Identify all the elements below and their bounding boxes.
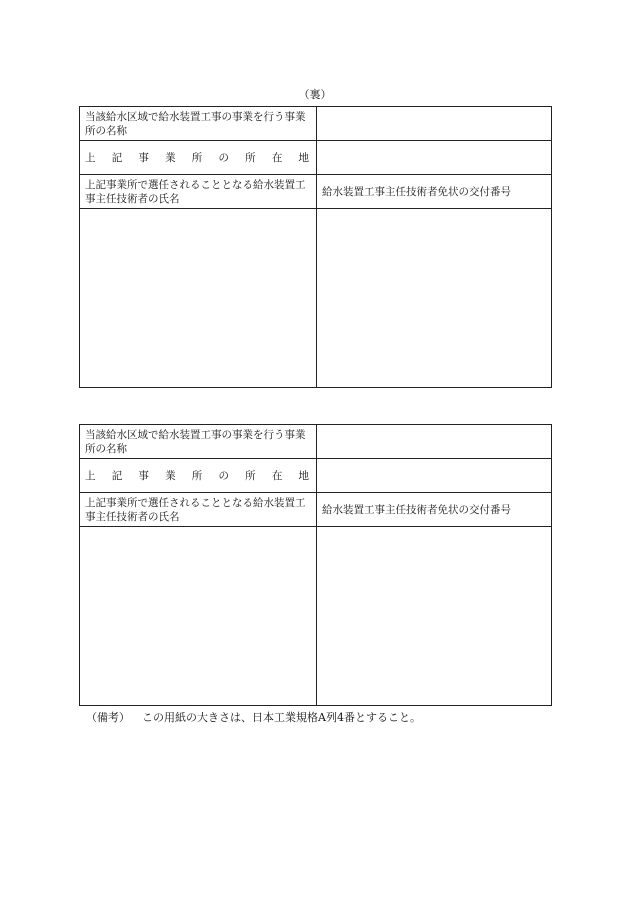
office-name-label: 当該給水区域で給水装置工事の事業を行う事業所の名称: [80, 425, 317, 459]
location-label-char: の: [218, 151, 229, 164]
license-number-field[interactable]: [317, 209, 552, 388]
table-row: [80, 141, 552, 175]
location-label-char: 事: [138, 469, 149, 482]
location-label-char: 事: [138, 151, 149, 164]
location-label-char: 在: [271, 151, 283, 164]
office-table-2: [79, 424, 552, 706]
table-row: [80, 459, 552, 493]
office-table-1: [79, 106, 552, 388]
table-row: [80, 209, 552, 388]
table-row: [80, 425, 552, 459]
remarks-heading: （備考）: [86, 711, 130, 724]
engineer-name-header: 上記事業所で選任されることとなる給水装置工事主任技術者の氏名: [80, 175, 317, 209]
location-label-char: 所: [245, 151, 256, 164]
location-label-char: の: [218, 469, 229, 482]
table-row: [80, 527, 552, 706]
location-label-char: 上: [85, 469, 96, 482]
location-label-char: 所: [245, 469, 256, 482]
location-label-char: 地: [298, 469, 309, 482]
location-label-char: 所: [191, 469, 203, 482]
engineer-name-header: 上記事業所で選任されることとなる給水装置工事主任技術者の氏名: [80, 493, 317, 527]
office-location-label: [80, 459, 317, 493]
office-name-label: 当該給水区域で給水装置工事の事業を行う事業所の名称: [80, 107, 317, 141]
license-number-header: 給水装置工事主任技術者免状の交付番号: [317, 493, 552, 527]
remarks-text: この用紙の大きさは、日本工業規格A列4番とすること。: [142, 711, 421, 724]
location-label-char: 上: [85, 151, 96, 164]
table-row: [80, 493, 552, 527]
location-label-char: 記: [111, 151, 123, 164]
page-side-label: （裏）: [298, 88, 332, 101]
location-label-char: 業: [165, 469, 176, 482]
license-number-header: 給水装置工事主任技術者免状の交付番号: [317, 175, 552, 209]
office-location-label: [80, 141, 317, 175]
location-label-char: 在: [271, 469, 283, 482]
table-row: [80, 175, 552, 209]
license-number-field[interactable]: [317, 527, 552, 706]
office-location-field[interactable]: [317, 459, 552, 493]
office-name-field[interactable]: [317, 425, 552, 459]
office-name-field[interactable]: [317, 107, 552, 141]
remarks-note: [86, 709, 421, 725]
engineer-name-field[interactable]: [80, 527, 317, 706]
location-label-char: 業: [165, 151, 176, 164]
office-location-field[interactable]: [317, 141, 552, 175]
location-label-char: 記: [111, 469, 123, 482]
engineer-name-field[interactable]: [80, 209, 317, 388]
table-row: [80, 107, 552, 141]
location-label-char: 所: [191, 151, 203, 164]
location-label-char: 地: [298, 151, 309, 164]
